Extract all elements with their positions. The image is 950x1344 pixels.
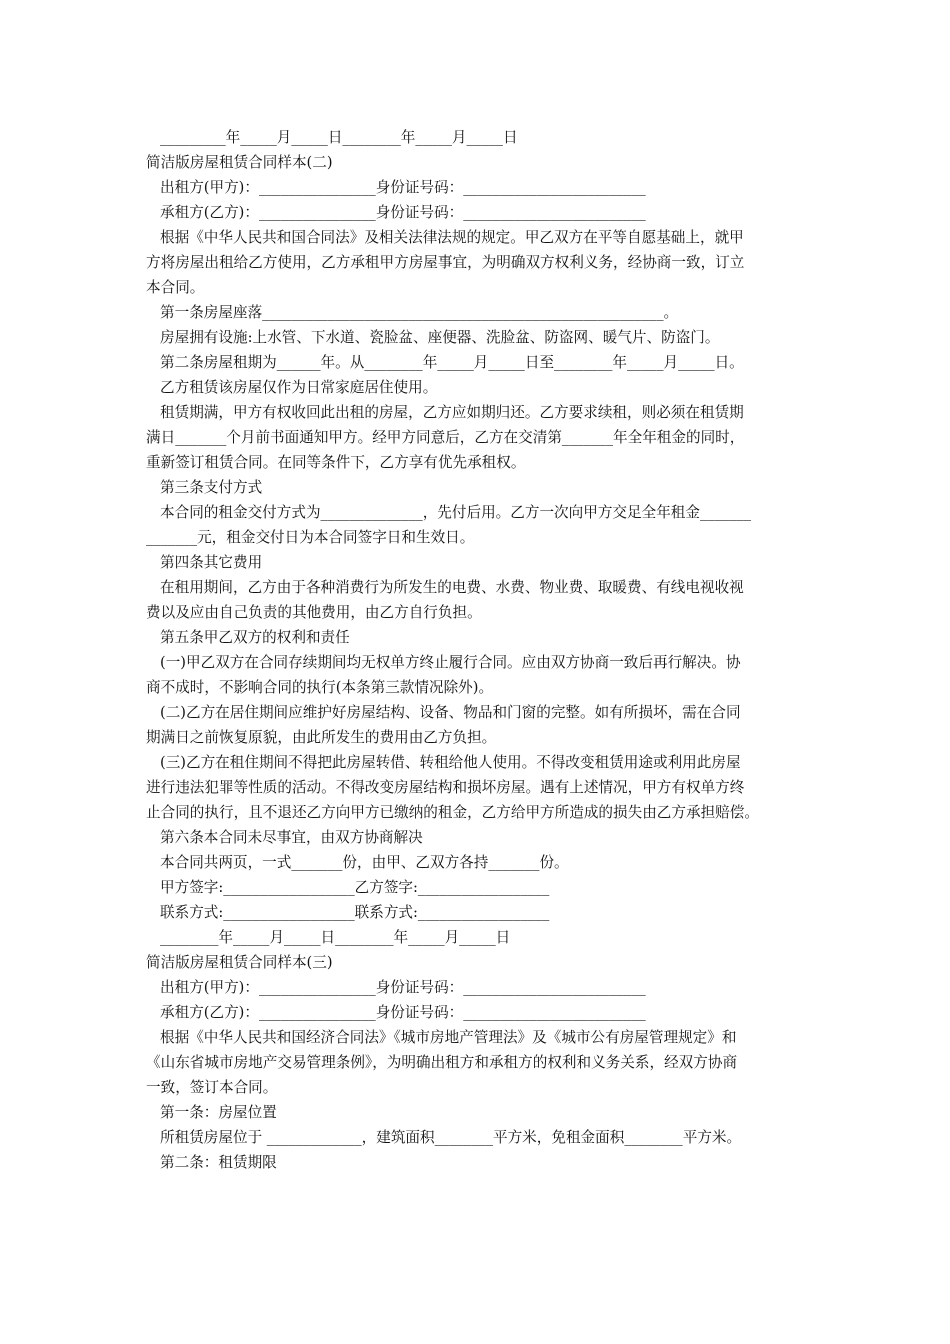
clause-line: 第一条房屋座落_______________________________________________________。 [160, 304, 679, 321]
paragraph-line: 本合同共两页，一式_______份，由甲、乙双方各持_______份。 [160, 854, 569, 871]
section-title: 简洁版房屋租赁合同样本(三) [146, 954, 333, 971]
clause-heading: 第四条其它费用 [160, 554, 263, 571]
paragraph-line: 进行违法犯罪等性质的活动。不得改变房屋结构和损坏房屋。遇有上述情况，甲方有权单方终 [146, 779, 745, 796]
paragraph-line: 满日_______个月前书面通知甲方。经甲方同意后，乙方在交清第_______年全年租金的同时， [146, 429, 745, 446]
paragraph-line: 所租赁房屋位于 _____________，建筑面积________平方米，免租金面积________平方米。 [160, 1129, 742, 1146]
section-title: 简洁版房屋租赁合同样本(二) [146, 154, 333, 171]
date-line: ________年_____月_____日________年_____月_____日 [160, 929, 511, 946]
date-line: _________年_____月_____日________年_____月_____日 [160, 129, 518, 146]
clause-heading: 第二条：租赁期限 [160, 1154, 277, 1171]
lessee-line: 承租方(乙方)：________________身份证号码：_________________________ [160, 204, 646, 221]
paragraph-line: (二)乙方在居住期间应维护好房屋结构、设备、物品和门窗的完整。如有所损坏，需在合同 [160, 704, 741, 721]
paragraph-line: (一)甲乙双方在合同存续期间均无权单方终止履行合同。应由双方协商一致后再行解决。协 [160, 654, 741, 671]
paragraph-line: 本合同的租金交付方式为______________，先付后用。乙方一次向甲方交足全年租金_______ [160, 504, 752, 521]
contact-line: 联系方式:__________________联系方式:__________________ [160, 904, 550, 921]
signature-line: 甲方签字:__________________乙方签字:__________________ [160, 879, 550, 896]
paragraph-line: 重新签订租赁合同。在同等条件下，乙方享有优先承租权。 [146, 454, 526, 471]
paragraph-line: 商不成时，不影响合同的执行(本条第三款情况除外)。 [146, 679, 494, 696]
clause-heading: 第一条：房屋位置 [160, 1104, 277, 1121]
paragraph-line: _______元，租金交付日为本合同签字日和生效日。 [146, 529, 475, 546]
paragraph-line: 一致，签订本合同。 [146, 1079, 278, 1096]
lessor-line: 出租方(甲方)：________________身份证号码：_________________________ [160, 179, 646, 196]
paragraph-line: 止合同的执行，且不退还乙方向甲方已缴纳的租金，乙方给甲方所造成的损失由乙方承担赔偿。 [146, 804, 759, 821]
paragraph-line: 在租用期间，乙方由于各种消费行为所发生的电费、水费、物业费、取暖费、有线电视收视 [160, 579, 744, 596]
lessor-line: 出租方(甲方)：________________身份证号码：_________________________ [160, 979, 646, 996]
paragraph-line: 根据《中华人民共和国经济合同法》《城市房地产管理法》及《城市公有房屋管理规定》和 [160, 1029, 737, 1046]
paragraph-line: 房屋拥有设施:上水管、下水道、瓷脸盆、座便器、洗脸盆、防盗网、暖气片、防盗门。 [160, 329, 720, 346]
paragraph-line: 方将房屋出租给乙方使用，乙方承租甲方房屋事宜，为明确双方权利义务，经协商一致，订立 [146, 254, 745, 271]
paragraph-line: 租赁期满，甲方有权收回此出租的房屋，乙方应如期归还。乙方要求续租，则必须在租赁期 [160, 404, 744, 421]
paragraph-line: 乙方租赁该房屋仅作为日常家庭居住使用。 [160, 379, 438, 396]
paragraph-line: 根据《中华人民共和国合同法》及相关法律法规的规定。甲乙双方在平等自愿基础上，就甲 [160, 229, 744, 246]
clause-line: 第二条房屋租期为______年。从________年_____月_____日至________年_____月_____日。 [160, 354, 744, 371]
paragraph-line: 《山东省城市房地产交易管理条例》，为明确出租方和承租方的权利和义务关系，经双方协商 [146, 1054, 738, 1071]
lessee-line: 承租方(乙方)：________________身份证号码：_________________________ [160, 1004, 646, 1021]
paragraph-line: 期满日之前恢复原貌，由此所发生的费用由乙方负担。 [146, 729, 497, 746]
paragraph-line: 本合同。 [146, 279, 205, 296]
paragraph-line: (三)乙方在租住期间不得把此房屋转借、转租给他人使用。不得改变租赁用途或利用此房屋 [160, 754, 741, 771]
clause-heading: 第五条甲乙双方的权利和责任 [160, 629, 350, 646]
paragraph-line: 费以及应由自己负责的其他费用，由乙方自行负担。 [146, 604, 482, 621]
clause-heading: 第六条本合同未尽事宜，由双方协商解决 [160, 829, 423, 846]
clause-heading: 第三条支付方式 [160, 479, 263, 496]
